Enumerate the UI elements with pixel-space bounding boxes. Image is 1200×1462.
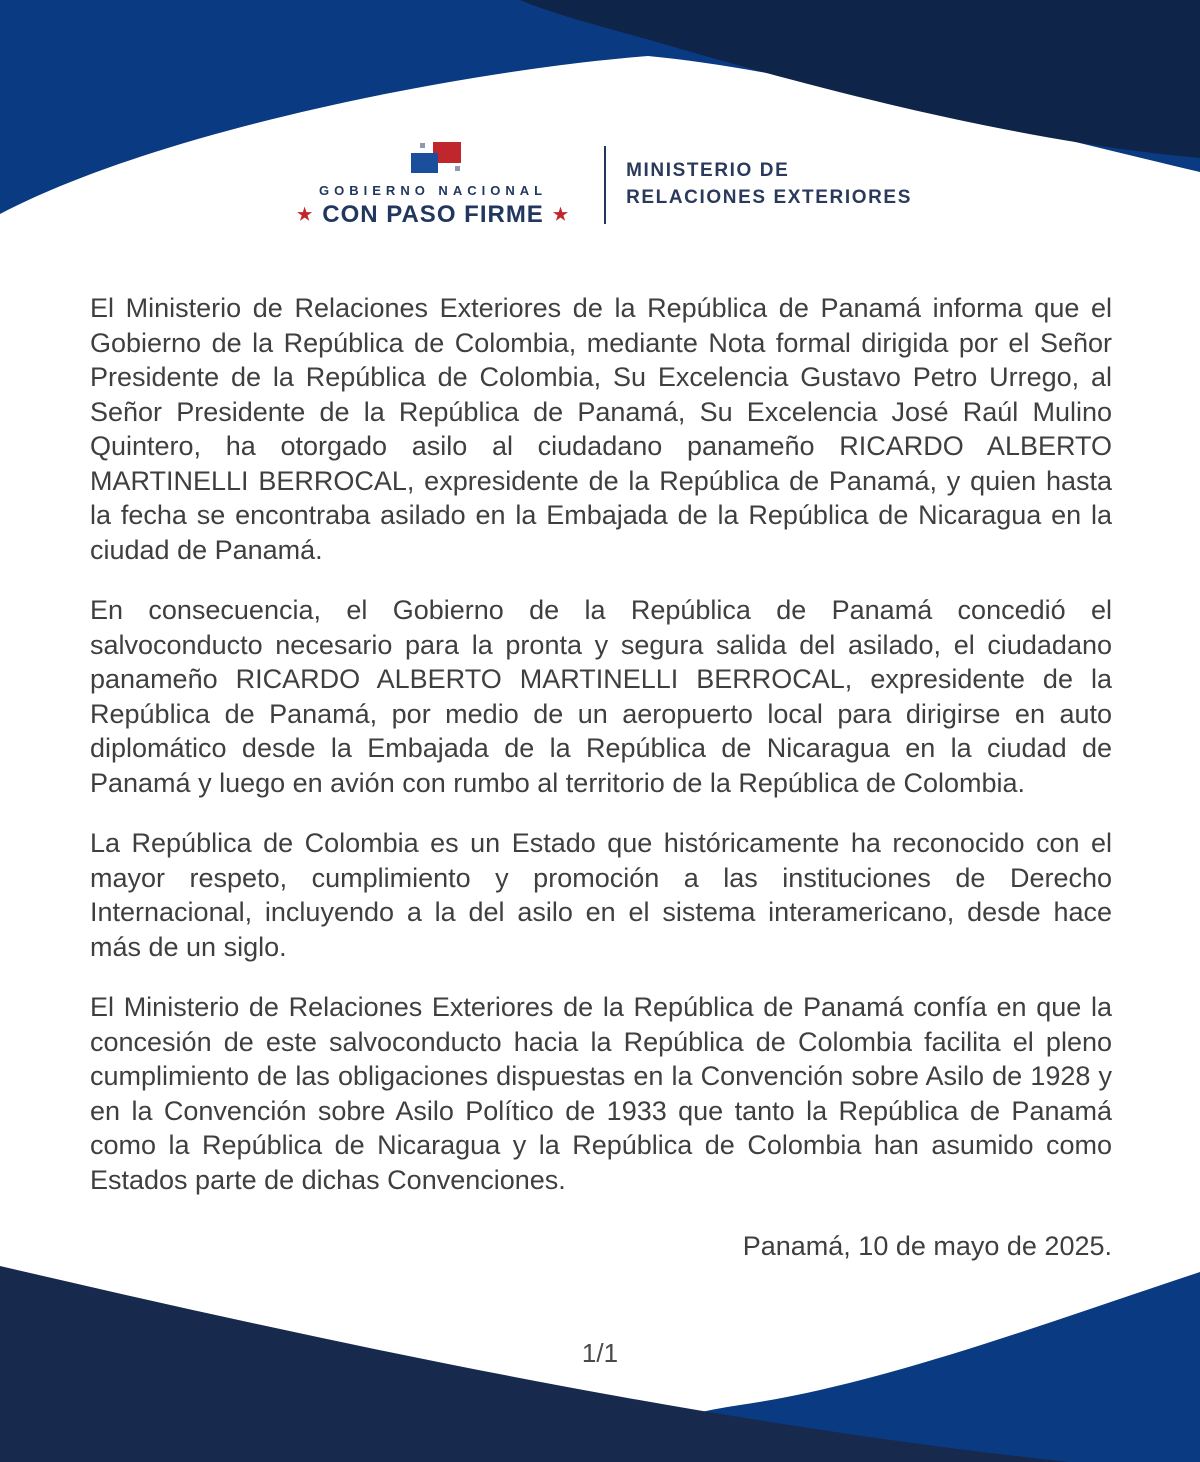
star-icon: ★ <box>552 205 570 224</box>
communique-body <box>90 291 1112 1264</box>
government-header <box>0 140 1200 229</box>
flag-dot-bottom-right <box>455 166 460 171</box>
paragraph-2: En consecuencia, el Gobierno de la República de Panamá concedió el salvoconducto necesario para la pronta y segura salida del asilado, el ciudadano panameño RICARDO ALBERTO MARTINELLI BERROCAL, expresidente de la República de Panamá, por medio de un aeropuerto local para dirigirse en auto diplomático desde la Embajada de la República de Nicaragua en la ciudad de Panamá y luego en avión con rumbo al territorio de la República de Colombia. <box>90 595 1112 798</box>
paragraph-4: El Ministerio de Relaciones Exteriores de la República de Panamá confía en que la concesión de este salvoconducto hacia la República de Colombia facilita el pleno cumplimiento de las obligaciones dispuestas en la Convención sobre Asilo de 1928 y en la Convención sobre Asilo Político de 1933 que tanto la República de Panamá como la República de Nicaragua y la República de Colombia han asumido como Estados parte de dichas Convenciones. <box>90 992 1112 1195</box>
ministry-title-line2: RELACIONES EXTERIORES <box>626 186 912 208</box>
star-icon: ★ <box>297 205 314 224</box>
top-banner-navy-wave <box>520 0 1200 158</box>
dateline: Panamá, 10 de mayo de 2025. <box>742 1231 1112 1261</box>
paragraph-1: El Ministerio de Relaciones Exteriores de la República de Panamá informa que el Gobierno de la República de Colombia, mediante Nota formal dirigida por el Señor Presidente de la República de Colombia, Su Excelencia Gustavo Petro Urrego, al Señor Presidente de la República de Panamá, Su Excelencia José Raúl Mulino Quintero, ha otorgado asilo al ciudadano panameño RICARDO ALBERTO MARTINELLI BERROCAL, expresidente de la República de Panamá, y quien hasta la fecha se encontraba asilado en la Embajada de la República de Nicaragua en la ciudad de Panamá. <box>90 293 1112 565</box>
ministry-title <box>626 158 912 210</box>
gobierno-nacional-label: GOBIERNO NACIONAL <box>319 183 548 198</box>
page-indicator: 1/1 <box>581 1338 619 1368</box>
ministry-title-line1: MINISTERIO DE <box>626 160 790 182</box>
logo-divider <box>604 146 606 224</box>
flag-blue-square <box>411 153 438 173</box>
con-paso-firme-text: CON PASO FIRME <box>322 201 544 228</box>
paragraph-3: La República de Colombia es un Estado que históricamente ha reconocido con el mayor respeto, cumplimiento y promoción a las instituciones de Derecho Internacional, incluyendo a la del asilo en el sistema interamericano, desde hace más de un siglo. <box>90 828 1112 962</box>
con-paso-firme-label <box>288 201 578 229</box>
flag-dot-top-left <box>420 143 425 148</box>
panama-flag-icon <box>403 140 463 180</box>
gobierno-nacional-brand <box>288 140 592 229</box>
